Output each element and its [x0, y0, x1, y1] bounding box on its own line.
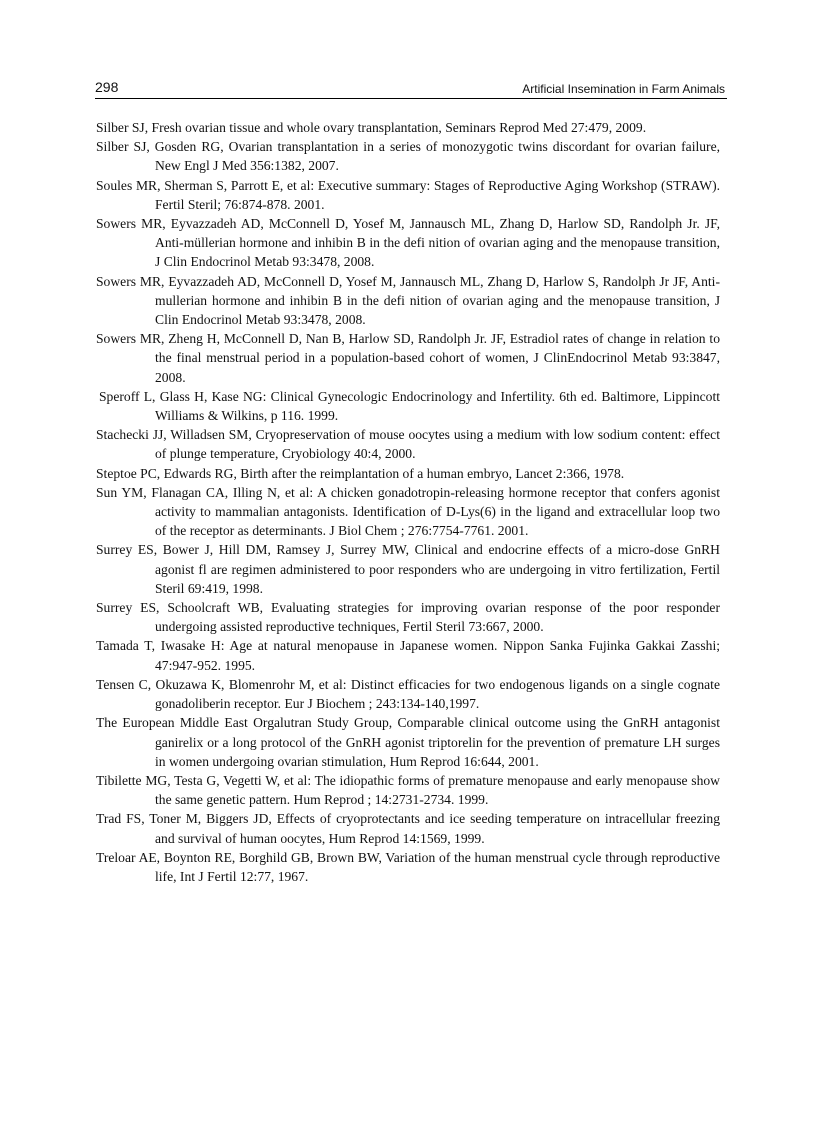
reference-entry: Tibilette MG, Testa G, Vegetti W, et al: The idiopathic forms of premature menopause and early menopause show the same genetic pattern. Hum Reprod ; 14:2731-2734. 1999. [96, 772, 720, 808]
reference-entry: Soules MR, Sherman S, Parrott E, et al: Executive summary: Stages of Reproductive Aging Workshop (STRAW). Fertil Steril; 76:874-878. 2001. [96, 177, 720, 212]
reference-entry: The European Middle East Orgalutran Study Group, Comparable clinical outcome using the GnRH antagonist ganirelix or a long protocol of the GnRH agonist triptorelin for the prevention of premature LH surges in women undergoing ovarian stimulation, Hum Reprod 16:644, 2001. [96, 715, 720, 769]
reference-entry: Steptoe PC, Edwards RG, Birth after the reimplantation of a human embryo, Lancet 2:366, 1978. [96, 465, 625, 481]
reference-entry: Surrey ES, Schoolcraft WB, Evaluating strategies for improving ovarian response of the poor responder undergoing assisted reproductive techniques, Fertil Steril 73:667, 2000. [96, 600, 720, 635]
page-header [95, 78, 727, 99]
reference-entry: Tamada T, Iwasake H: Age at natural menopause in Japanese women. Nippon Sanka Fujinka Gakkai Zasshi; 47:947-952. 1995. [96, 638, 720, 673]
reference-entry: Sun YM, Flanagan CA, Illing N, et al: A chicken gonadotropin-releasing hormone receptor that confers agonist activity to mammalian antagonists. Identification of D-Lys(6) in the ligand and extracellular loop two of the receptor as determinants. J Biol Chem ; 276:7754-7761. 2001. [96, 484, 720, 539]
reference-entry: Speroff L, Glass H, Kase NG: Clinical Gynecologic Endocrinology and Infertility. 6th ed. Baltimore, Lippincott Williams & Wilkins, p 116. 1999. [99, 388, 720, 424]
reference-entry: Sowers MR, Eyvazzadeh AD, McConnell D, Yosef M, Jannausch ML, Zhang D, Harlow S, Randolph Jr JF, Anti-mullerian hormone and inhibin B in the defi nition of ovarian aging and the menopause transition, J Clin Endocrinol Metab 93:3478, 2008. [96, 273, 720, 328]
running-title: Artificial Insemination in Farm Animals [522, 82, 725, 96]
reference-entry: Stachecki JJ, Willadsen SM, Cryopreservation of mouse oocytes using a medium with low sodium content: effect of plunge temperature, Cryobiology 40:4, 2000. [96, 427, 720, 462]
reference-entry: Silber SJ, Fresh ovarian tissue and whole ovary transplantation, Seminars Reprod Med 27:479, 2009. [96, 120, 647, 135]
page-number: 298 [95, 79, 119, 95]
reference-entry: Surrey ES, Bower J, Hill DM, Ramsey J, Surrey MW, Clinical and endocrine effects of a micro-dose GnRH agonist fl are regimen administered to poor responders who are undergoing in vitro fertilization, Fertil Steril 69:419, 1998. [96, 542, 720, 596]
reference-entry: Sowers MR, Zheng H, McConnell D, Nan B, Harlow SD, Randolph Jr. JF, Estradiol rates of change in relation to the final menstrual period in a population-based cohort of women, J ClinEndocrinol Metab 93:3847, 2008. [96, 331, 720, 385]
reference-entry: Trad FS, Toner M, Biggers JD, Effects of cryoprotectants and ice seeding temperature on intracellular freezing and survival of human oocytes, Hum Reprod 14:1569, 1999. [96, 811, 720, 846]
reference-list [96, 118, 720, 886]
reference-entry: Tensen C, Okuzawa K, Blomenrohr M, et al: Distinct efficacies for two endogenous ligands on a single cognate gonadoliberin receptor. Eur J Biochem ; 243:134-140,1997. [96, 676, 720, 712]
reference-entry: Silber SJ, Gosden RG, Ovarian transplantation in a series of monozygotic twins discordant for ovarian failure, New Engl J Med 356:1382, 2007. [96, 139, 720, 174]
reference-entry: Treloar AE, Boynton RE, Borghild GB, Brown BW, Variation of the human menstrual cycle through reproductive life, Int J Fertil 12:77, 1967. [96, 849, 720, 884]
reference-entry: Sowers MR, Eyvazzadeh AD, McConnell D, Yosef M, Jannausch ML, Zhang D, Harlow SD, Randolph Jr. JF, Anti-müllerian hormone and inhibin B in the defi nition of ovarian aging and the menopause transition, J Clin Endocrinol Metab 93:3478, 2008. [96, 216, 720, 270]
